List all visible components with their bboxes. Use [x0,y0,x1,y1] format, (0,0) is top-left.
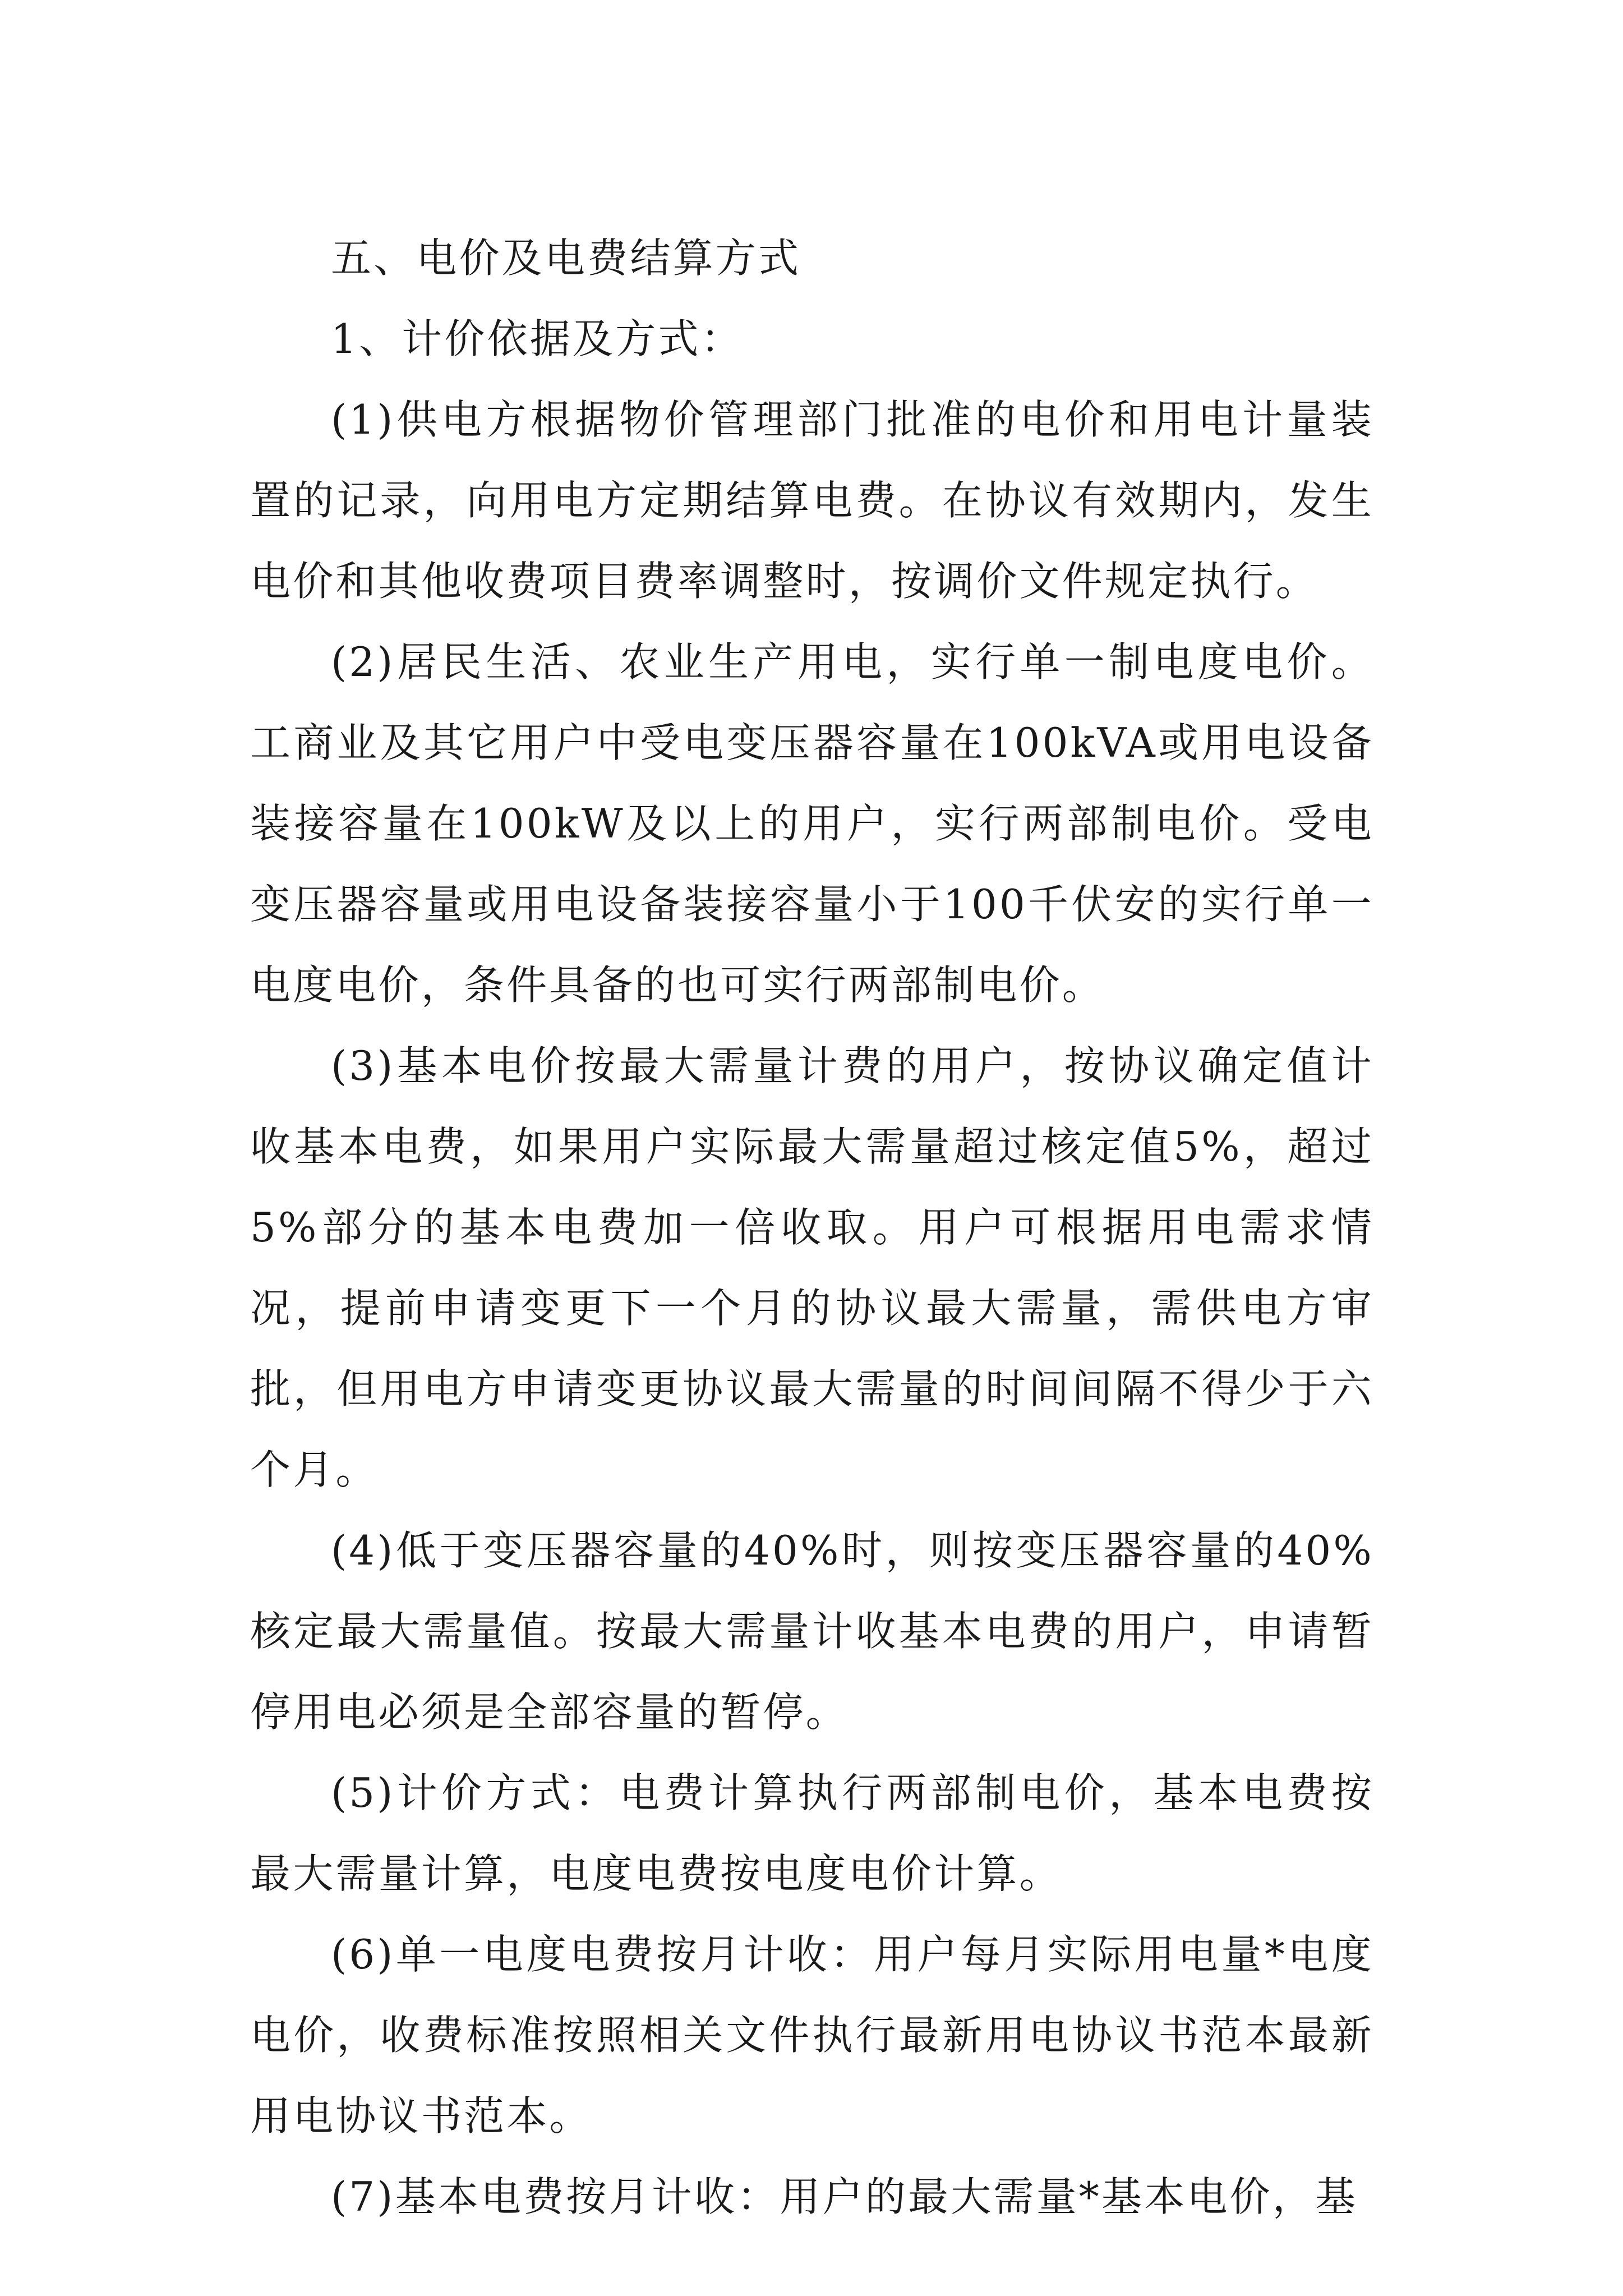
paragraph-5: (5)计价方式：电费计算执行两部制电价，基本电费按最大需量计算，电度电费按电度电价计算。 [250,1769,1374,1897]
subheading: 1、计价依据及方式： [331,315,744,362]
paragraph-1: (1)供电方根据物价管理部门批准的电价和用电计量装置的记录，向用电方定期结算电费。在协议有效期内，发生电价和其他收费项目费率调整时，按调价文件规定执行。 [250,396,1374,605]
paragraph-4: (4)低于变压器容量的40%时，则按变压器容量的40%核定最大需量值。按最大需量计收基本电费的用户，申请暂停用电必须是全部容量的暂停。 [250,1527,1374,1736]
paragraph-6: (6)单一电度电费按月计收：用户每月实际用电量*电度电价，收费标准按照相关文件执行最新用电协议书范本最新用电协议书范本。 [250,1931,1374,2139]
paragraph-7: (7)基本电费按月计收：用户的最大需量*基本电价，基 [331,2173,1358,2220]
paragraph-3: (3)基本电价按最大需量计费的用户，按协议确定值计收基本电费，如果用户实际最大需量超过核定值5%，超过5%部分的基本电费加一倍收取。用户可根据用电需求情况，提前申请变更下一个月的协议最大需量，需供电方审批，但用电方申请变更协议最大需量的时间间隔不得少于六个月。 [250,1042,1374,1493]
paragraph-2: (2)居民生活、农业生产用电，实行单一制电度电价。工商业及其它用户中受电变压器容量在100kVA或用电设备装接容量在100kW及以上的用户，实行两部制电价。受电变压器容量或用电设备装接容量小于100千伏安的实行单一电度电价，条件具备的也可实行两部制电价。 [250,638,1374,1009]
section-heading: 五、电价及电费结算方式 [331,234,801,282]
document-body [250,218,1374,2237]
